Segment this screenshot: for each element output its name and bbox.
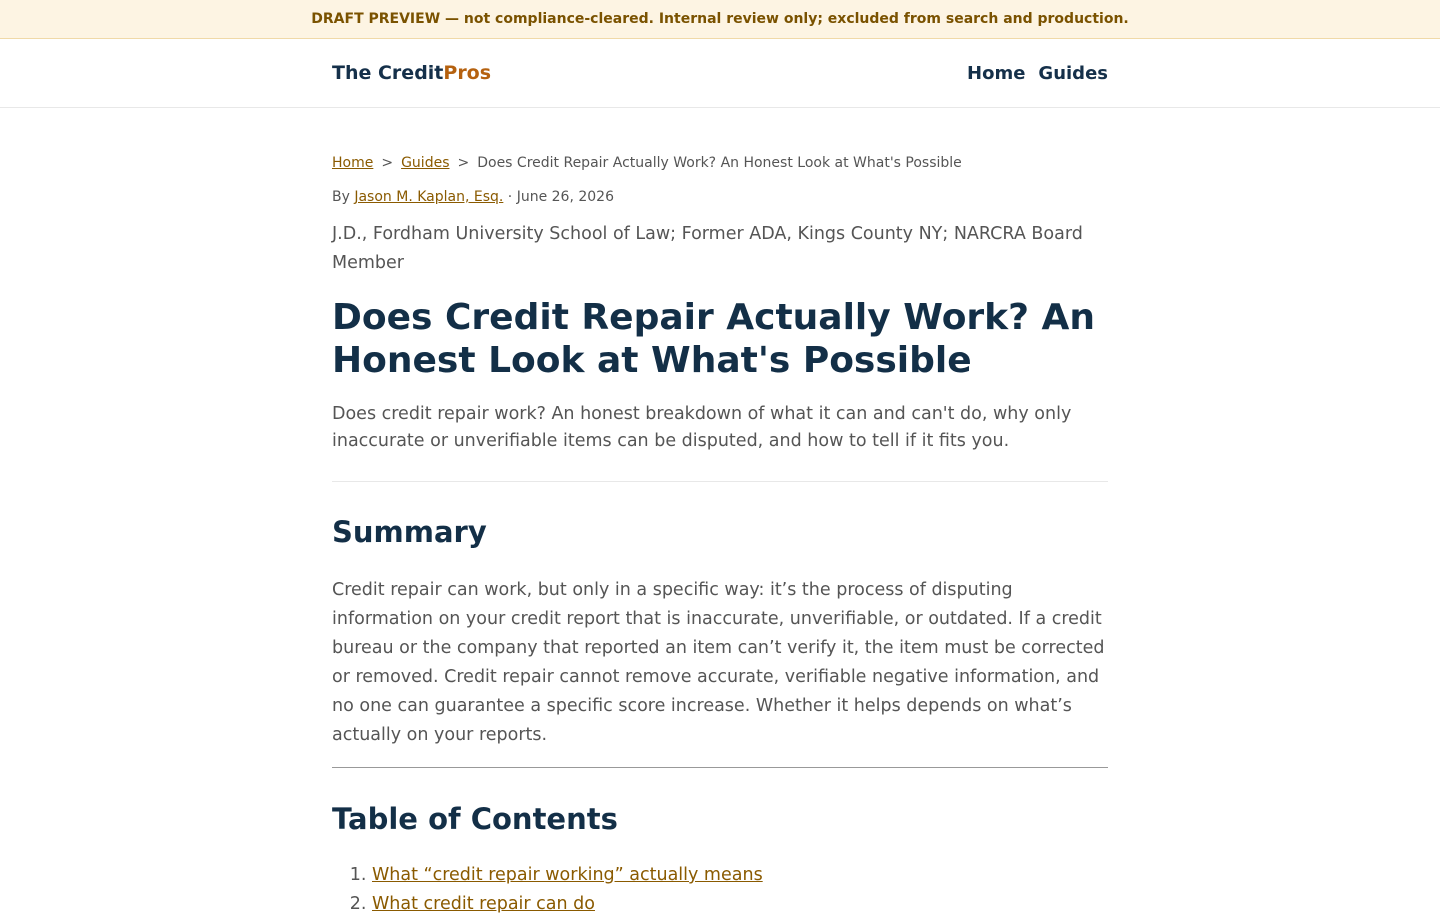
breadcrumb-separator: > <box>457 155 470 171</box>
byline-prefix: By <box>332 189 350 205</box>
summary-heading: Summary <box>332 515 487 549</box>
draft-banner-text: DRAFT PREVIEW — not compliance-cleared. Internal review only; excluded from search and production. <box>311 11 1129 27</box>
author-link[interactable]: Jason M. Kaplan, Esq. <box>354 189 504 205</box>
nav-link-guides[interactable]: Guides <box>1038 62 1108 84</box>
toc-heading: Table of Contents <box>332 802 618 836</box>
summary-divider <box>332 767 1108 768</box>
breadcrumb-link-guides[interactable]: Guides <box>401 155 450 171</box>
toc-item <box>372 861 1108 890</box>
breadcrumb <box>332 154 1108 172</box>
site-logo[interactable] <box>332 62 491 84</box>
toc-link[interactable]: What “credit repair working” actually means <box>372 865 763 885</box>
byline <box>332 188 1108 206</box>
publish-date: · June 26, 2026 <box>507 189 614 205</box>
table-of-contents <box>332 861 1108 919</box>
article-lede: Does credit repair work? An honest breakdown of what it can and can't do, why only inaccurate or unverifiable items can be disputed, and how to tell if it fits you. <box>332 404 1072 451</box>
logo-main-text: The Credit <box>332 62 444 84</box>
toc-item <box>372 890 1108 919</box>
breadcrumb-link-home[interactable]: Home <box>332 155 374 171</box>
article-title: Does Credit Repair Actually Work? An Honest Look at What's Possible <box>332 297 1096 381</box>
breadcrumb-separator: > <box>381 155 394 171</box>
draft-preview-banner <box>0 0 1440 39</box>
section-divider <box>332 481 1108 482</box>
nav-link-home[interactable]: Home <box>967 62 1026 84</box>
summary-text: Credit repair can work, but only in a specific way: it’s the process of disputing information on your credit report that is inaccurate, unverifiable, or outdated. If a credit bureau or the company that reported an item can’t verify it, the item must be corrected or removed. Credit repair cannot remove accurate, verifiable negative information, and no one can guarantee a specific score increase. Whether it helps depends on what’s actually on your reports. <box>332 580 1105 745</box>
breadcrumb-current: Does Credit Repair Actually Work? An Honest Look at What's Possible <box>477 155 962 171</box>
main-nav <box>967 63 1108 84</box>
author-credentials: J.D., Fordham University School of Law; Former ADA, Kings County NY; NARCRA Board Member <box>332 224 1083 273</box>
site-header <box>0 39 1440 108</box>
logo-accent-text: Pros <box>443 62 492 84</box>
article-main <box>332 108 1108 919</box>
header-inner <box>332 39 1108 107</box>
toc-link[interactable]: What credit repair can do <box>372 894 595 914</box>
